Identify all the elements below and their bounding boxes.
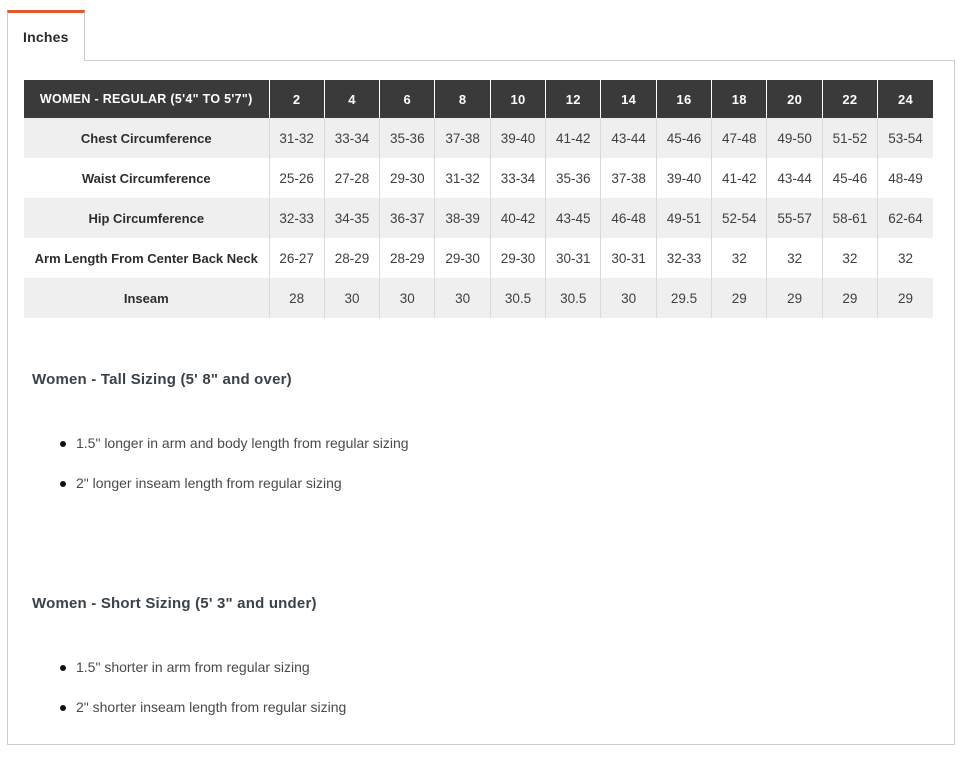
size-cell: 30: [324, 278, 379, 318]
size-cell: 32-33: [656, 238, 711, 278]
size-cell: 33-34: [490, 158, 545, 198]
size-cell: 43-44: [767, 158, 822, 198]
list-item-text: 1.5" longer in arm and body length from regular sizing: [76, 435, 409, 451]
bullet-icon: [60, 665, 66, 671]
size-cell: 30.5: [490, 278, 545, 318]
size-cell: 30-31: [546, 238, 601, 278]
size-cell: 28-29: [324, 238, 379, 278]
table-row: [24, 118, 933, 158]
size-cell: 32: [878, 238, 933, 278]
table-title-cell: WOMEN - REGULAR (5'4" TO 5'7"): [24, 80, 269, 118]
size-cell: 36-37: [380, 198, 435, 238]
row-label: Chest Circumference: [24, 118, 269, 158]
tab-inches[interactable]: [7, 10, 85, 61]
list-item: [60, 699, 938, 716]
table-header-row: [24, 80, 933, 118]
tab-inches-label: Inches: [23, 29, 69, 45]
size-cell: 53-54: [878, 118, 933, 158]
size-col-header: 24: [878, 80, 933, 118]
size-chart-panel: [7, 60, 955, 745]
size-cell: 29: [822, 278, 877, 318]
size-cell: 35-36: [380, 118, 435, 158]
bullet-icon: [60, 705, 66, 711]
size-cell: 29: [767, 278, 822, 318]
table-row: [24, 238, 933, 278]
size-cell: 49-50: [767, 118, 822, 158]
size-col-header: 10: [490, 80, 545, 118]
size-cell: 29: [878, 278, 933, 318]
size-cell: 29-30: [490, 238, 545, 278]
size-cell: 40-42: [490, 198, 545, 238]
size-cell: 51-52: [822, 118, 877, 158]
size-cell: 29-30: [435, 238, 490, 278]
size-cell: 29: [712, 278, 767, 318]
size-cell: 41-42: [546, 118, 601, 158]
list-item: [60, 475, 938, 492]
size-cell: 31-32: [435, 158, 490, 198]
size-cell: 52-54: [712, 198, 767, 238]
size-cell: 55-57: [767, 198, 822, 238]
row-label: Arm Length From Center Back Neck: [24, 238, 269, 278]
list-item: [60, 659, 938, 676]
size-cell: 45-46: [822, 158, 877, 198]
size-cell: 29-30: [380, 158, 435, 198]
size-cell: 41-42: [712, 158, 767, 198]
size-cell: 48-49: [878, 158, 933, 198]
size-col-header: 16: [656, 80, 711, 118]
size-cell: 37-38: [601, 158, 656, 198]
size-cell: 39-40: [490, 118, 545, 158]
size-cell: 34-35: [324, 198, 379, 238]
size-cell: 38-39: [435, 198, 490, 238]
size-col-header: 20: [767, 80, 822, 118]
size-cell: 30-31: [601, 238, 656, 278]
short-sizing-bullet-list: [24, 659, 938, 716]
short-sizing-heading: Women - Short Sizing (5' 3" and under): [32, 595, 317, 612]
list-item: [60, 435, 938, 452]
size-cell: 28: [269, 278, 324, 318]
size-cell: 32: [822, 238, 877, 278]
size-cell: 32: [712, 238, 767, 278]
size-col-header: 2: [269, 80, 324, 118]
size-cell: 47-48: [712, 118, 767, 158]
size-cell: 49-51: [656, 198, 711, 238]
size-cell: 43-44: [601, 118, 656, 158]
size-cell: 30: [601, 278, 656, 318]
size-cell: 30: [435, 278, 490, 318]
list-item-text: 2" shorter inseam length from regular sizing: [76, 699, 347, 715]
tall-sizing-bullet-list: [24, 435, 938, 492]
list-item-text: 2" longer inseam length from regular sizing: [76, 475, 342, 491]
table-row: [24, 158, 933, 198]
size-cell: 31-32: [269, 118, 324, 158]
bullet-icon: [60, 441, 66, 447]
size-cell: 27-28: [324, 158, 379, 198]
size-col-header: 8: [435, 80, 490, 118]
list-item-text: 1.5" shorter in arm from regular sizing: [76, 659, 310, 675]
row-label: Hip Circumference: [24, 198, 269, 238]
size-cell: 35-36: [546, 158, 601, 198]
size-chart-widget: [7, 10, 955, 745]
size-cell: 43-45: [546, 198, 601, 238]
row-label: Inseam: [24, 278, 269, 318]
bullet-icon: [60, 481, 66, 487]
size-cell: 30: [380, 278, 435, 318]
size-cell: 58-61: [822, 198, 877, 238]
size-cell: 26-27: [269, 238, 324, 278]
size-cell: 32: [767, 238, 822, 278]
size-cell: 32-33: [269, 198, 324, 238]
size-col-header: 18: [712, 80, 767, 118]
size-col-header: 14: [601, 80, 656, 118]
size-cell: 33-34: [324, 118, 379, 158]
size-cell: 28-29: [380, 238, 435, 278]
size-cell: 45-46: [656, 118, 711, 158]
size-cell: 25-26: [269, 158, 324, 198]
row-label: Waist Circumference: [24, 158, 269, 198]
size-cell: 39-40: [656, 158, 711, 198]
size-cell: 30.5: [546, 278, 601, 318]
size-cell: 62-64: [878, 198, 933, 238]
size-col-header: 4: [324, 80, 379, 118]
tall-sizing-heading: Women - Tall Sizing (5' 8" and over): [32, 371, 292, 388]
size-col-header: 12: [546, 80, 601, 118]
size-cell: 29.5: [656, 278, 711, 318]
table-row: [24, 198, 933, 238]
size-col-header: 22: [822, 80, 877, 118]
size-col-header: 6: [380, 80, 435, 118]
table-row: [24, 278, 933, 318]
unit-tab-bar: [7, 10, 955, 60]
size-cell: 37-38: [435, 118, 490, 158]
size-cell: 46-48: [601, 198, 656, 238]
size-table: [24, 80, 933, 318]
